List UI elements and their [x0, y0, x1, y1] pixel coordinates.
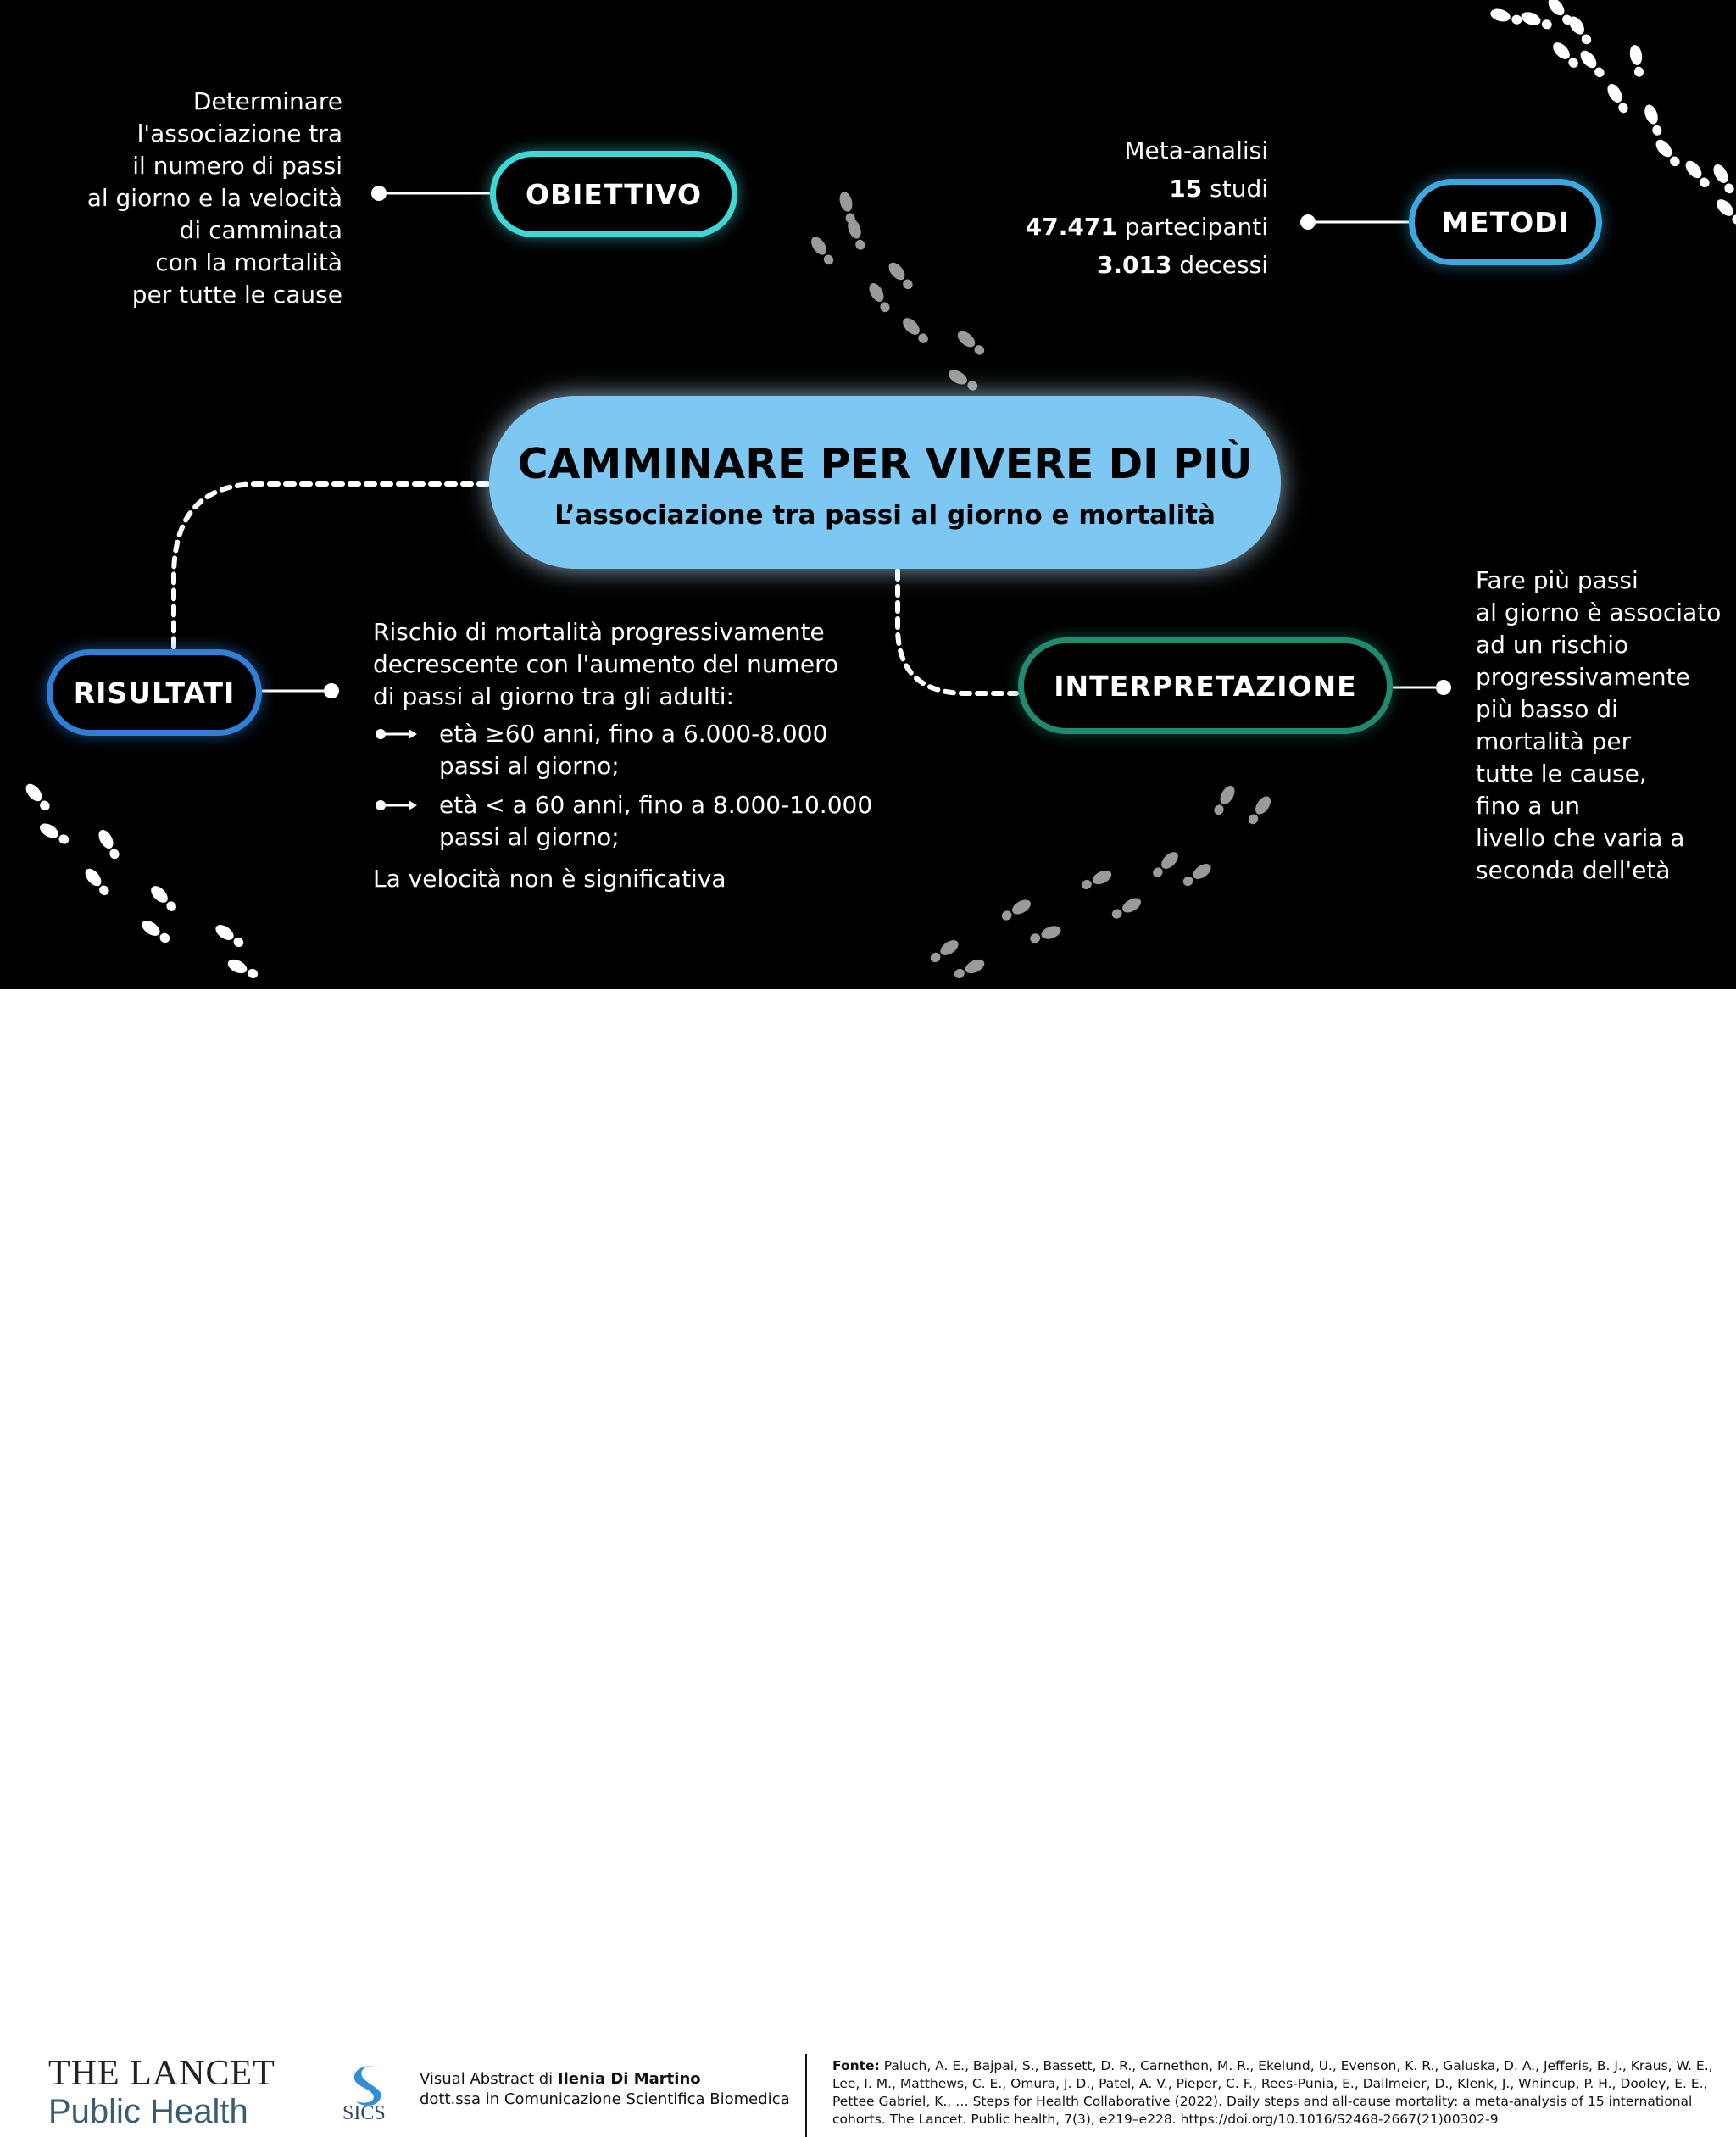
- footer-divider: [805, 2054, 807, 2137]
- footer: [0, 989, 1736, 2130]
- risultati-bullet-1: [439, 718, 914, 782]
- footprints-bottom-center: [928, 783, 1274, 981]
- infographic-canvas: [0, 0, 1736, 989]
- sics-logo-text: SICS: [342, 2102, 386, 2124]
- obiettivo-badge: [490, 151, 737, 237]
- participants-label: partecipanti: [1116, 213, 1268, 241]
- bullet-line: passi al giorno;: [439, 752, 620, 780]
- risultati-intro: [373, 616, 882, 713]
- metodi-text: [958, 131, 1268, 284]
- metodi-participants: [958, 208, 1268, 246]
- risultati-line: di passi al giorno tra gli adulti:: [373, 682, 734, 710]
- obiettivo-line: l'associazione tra: [136, 120, 342, 147]
- interpretazione-line: seconda dell'età: [1476, 856, 1671, 884]
- deaths-label: decessi: [1171, 251, 1268, 279]
- risultati-label: RISULTATI: [73, 676, 236, 710]
- risultati-badge: [47, 649, 262, 736]
- arrow-icon: [376, 729, 417, 739]
- participants-count: 47.471: [1025, 213, 1117, 241]
- interpretazione-line: fino a un: [1476, 792, 1580, 820]
- metodi-label: METODI: [1441, 205, 1570, 239]
- bullet-line: età < a 60 anni, fino a 8.000-10.000: [439, 791, 873, 819]
- arrow-icon: [376, 800, 417, 810]
- connector-metodi: [1300, 214, 1409, 230]
- connector-risultati: [262, 683, 339, 698]
- footprints-bottom-left: [23, 781, 260, 981]
- risultati-closing: La velocità non è significativa: [373, 865, 726, 893]
- obiettivo-text: [76, 86, 342, 311]
- metodi-type: Meta-analisi: [1124, 136, 1268, 164]
- interpretazione-line: tutte le cause,: [1476, 760, 1647, 787]
- interpretazione-badge: [1018, 637, 1393, 734]
- risultati-line: decrescente con l'aumento del numero: [373, 650, 839, 678]
- metodi-badge: [1409, 179, 1602, 265]
- source-label: Fonte:: [832, 2058, 880, 2073]
- metodi-studies: [958, 170, 1268, 208]
- obiettivo-line: con la mortalità: [155, 248, 342, 276]
- source-citation: [832, 2057, 1714, 2129]
- obiettivo-line: Determinare: [192, 87, 342, 115]
- interpretazione-line: Fare più passi: [1476, 566, 1639, 594]
- center-title-pill: [489, 396, 1281, 569]
- bullet-line: età ≥60 anni, fino a 6.000-8.000: [439, 720, 828, 748]
- studies-label: studi: [1202, 175, 1268, 203]
- obiettivo-line: il numero di passi: [132, 152, 342, 180]
- lancet-logo-line2: Public Health: [48, 2093, 248, 2130]
- dotted-path-center-to-interpretazione: [898, 570, 1016, 693]
- visual-abstract-credit: [420, 2070, 701, 2088]
- credit-author: Ilenia Di Martino: [557, 2070, 701, 2088]
- main-title: CAMMINARE PER VIVERE DI PIÙ: [517, 440, 1253, 488]
- interpretazione-line: livello che varia a: [1476, 824, 1685, 852]
- interpretazione-line: ad un rischio: [1476, 631, 1629, 659]
- main-subtitle: L’associazione tra passi al giorno e mortalità: [554, 500, 1216, 531]
- obiettivo-label: OBIETTIVO: [525, 177, 703, 211]
- obiettivo-line: per tutte le cause: [131, 281, 342, 309]
- risultati-bullet-2: [439, 789, 914, 854]
- obiettivo-line: di camminata: [179, 216, 342, 244]
- source-text: Paluch, A. E., Bajpai, S., Bassett, D. R., Carnethon, M. R., Ekelund, U., Evenson, K. R., Galuska, D. A., Jefferis, B. J., Kraus, W. E., Lee, I. M., Matthews, C. E., Omura, J. D., Patel, A. V., Pieper, C. F., Rees-Punia, E., Dallmeier, D., Klenk, J., Whincup, P. H., Dooley, E. E., Pettee Gabriel, K., … Steps for Health Collaborative (2022). Daily steps and all-cause mortality: a meta-analysis of 15 international cohorts. The Lancet. Public health, 7(3), e219–e228. https://doi.org/10.1016/S2468-2667(21)00302-9: [832, 2058, 1713, 2127]
- connector-obiettivo: [371, 186, 490, 201]
- interpretazione-line: più basso di: [1476, 695, 1618, 723]
- interpretazione-text: [1476, 565, 1730, 887]
- deaths-count: 3.013: [1096, 251, 1172, 279]
- lancet-logo-line1: THE LANCET: [48, 2054, 275, 2093]
- risultati-line: Rischio di mortalità progressivamente: [373, 618, 825, 646]
- credit-prefix: Visual Abstract di: [420, 2070, 558, 2088]
- visual-abstract-role: dott.ssa in Comunicazione Scientifica Biomedica: [420, 2090, 790, 2108]
- interpretazione-line: mortalità per: [1476, 727, 1632, 755]
- bullet-line: passi al giorno;: [439, 823, 620, 851]
- studies-count: 15: [1169, 175, 1203, 203]
- interpretazione-line: al giorno è associato: [1476, 598, 1722, 626]
- connector-interpretazione: [1393, 680, 1451, 695]
- interpretazione-line: progressivamente: [1476, 663, 1690, 691]
- metodi-deaths: [958, 246, 1268, 284]
- interpretazione-label: INTERPRETAZIONE: [1054, 669, 1357, 703]
- obiettivo-line: al giorno e la velocità: [86, 184, 342, 212]
